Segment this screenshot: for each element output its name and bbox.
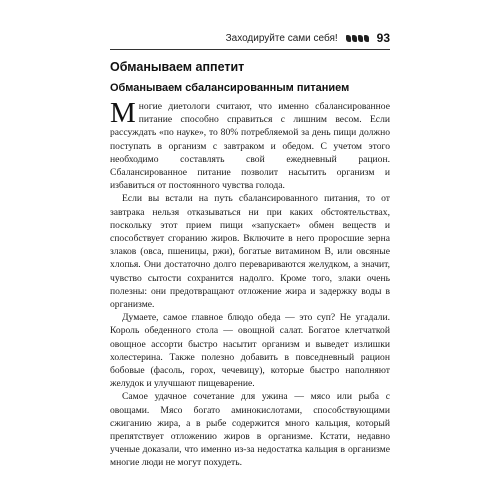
decorative-ornament-icon [346,35,369,42]
header-rule [110,49,390,50]
subsection-title: Обманываем сбалансированным питанием [110,82,350,94]
paragraph-4: Самое удачное сочетание для ужина — мясо или рыба с овощами. Мясо богато аминокислотами, способствующими сжиганию жира, а в рыбе содержится много кальция, который препятствует отложению жиров в организме. Кстати, недавно ученые доказали, что именно из-за недостатка кальция в организме многие люди не могут похудеть. [110,391,390,469]
running-header [110,27,390,49]
paragraph-3: Думаете, самое главное блюдо обеда — это суп? Не угадали. Король обеденного стола — овощной салат. Богатое клетчаткой овощное ассорти быстро насытит организм и выведет излишки холестерина. Также полезно добавить в повседневный рацион бобовые (фасоль, горох, чечевицу), которые быстро наполняют желудок и улучшают пищеварение. [110,312,390,390]
body-text [110,97,390,470]
section-title: Обманываем аппетит [110,60,245,74]
paragraph-2: Если вы встали на путь сбалансированного питания, то от завтрака нельзя отказываться ни при каких обстоятельствах, поскольку этот прием пищи «запускает» обмен веществ и способствует сгоранию жиров. Включите в него проросшие зерна злаков (овса, пшеницы, ржи), богатые витамином В, или овсяные хлопья. Они достаточно долго перевариваются желудком, а значит, чувство сытости сохранится надолго. Кроме того, злаки очень полезны: они предотвращают отложение жира и задержку воды в организме. [110,193,390,311]
page-number: 93 [376,31,390,45]
running-title: Заходируйте сами себя! [225,32,338,44]
paragraph-1 [110,97,390,192]
paragraph-1-text: ногие диетологи считают, что именно сбалансированное питание способно справиться с лишним весом. Если рассуждать «по науке», то 80% потребляемой за день пищи должно поступать в организм с завтраком и обедом. С учетом этого необходимо составлять свой ежедневный рацион. Сбалансированное питание позволит насытить организм и избавиться от постоянного чувства голода. [110,101,390,192]
drop-cap: М [110,97,136,129]
